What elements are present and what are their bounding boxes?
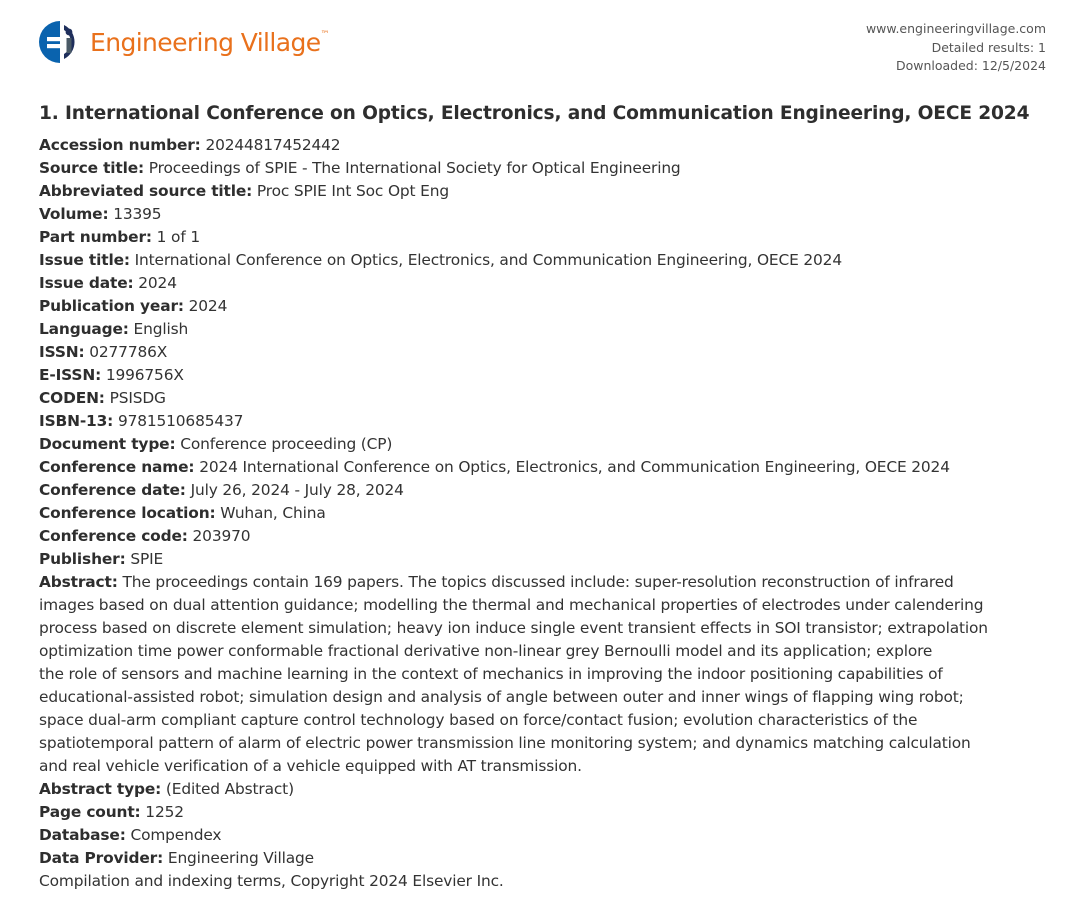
field-label: Conference location: (39, 504, 216, 522)
field-row (39, 778, 1049, 801)
field-row (39, 272, 1049, 295)
field-label: Conference name: (39, 458, 195, 476)
field-value: 20244817452442 (205, 136, 341, 154)
abstract-line: spatiotemporal pattern of alarm of electric power transmission line monitoring system; and dynamics matching calculation (39, 734, 971, 752)
field-value: 13395 (113, 205, 162, 223)
field-row (39, 341, 1049, 364)
field-row (39, 433, 1049, 456)
field-value: Wuhan, China (220, 504, 326, 522)
field-row (39, 226, 1049, 249)
field-row (39, 387, 1049, 410)
engineering-village-logo (38, 20, 330, 64)
field-row (39, 410, 1049, 433)
abstract-line: the role of sensors and machine learning in the context of mechanics in improving the indoor positioning capabilities of (39, 665, 943, 683)
abstract-line: The proceedings contain 169 papers. The topics discussed include: super-resolution reconstruction of infrared (122, 573, 954, 591)
field-value: 0277786X (89, 343, 168, 361)
field-label: Language: (39, 320, 129, 338)
field-value: (Edited Abstract) (165, 780, 294, 798)
field-value: July 26, 2024 - July 28, 2024 (190, 481, 404, 499)
abstract-line: space dual-arm compliant capture control technology based on force/contact fusion; evolution characteristics of the (39, 711, 918, 729)
field-row (39, 318, 1049, 341)
field-label: Part number: (39, 228, 152, 246)
brand-name: Engineering Village™ (90, 27, 330, 57)
field-value: Conference proceeding (CP) (180, 435, 393, 453)
field-value: English (133, 320, 189, 338)
field-value: 2024 (138, 274, 177, 292)
field-value: Engineering Village (167, 849, 314, 867)
field-label: Volume: (39, 205, 109, 223)
field-value: Compendex (130, 826, 222, 844)
engineering-village-logo-icon (38, 20, 82, 64)
field-row (39, 203, 1049, 226)
abstract-line: and real vehicle verification of a vehicle equipped with AT transmission. (39, 757, 582, 775)
field-row (39, 134, 1049, 157)
abstract-field (39, 571, 1049, 778)
detailed-results-count: Detailed results: 1 (931, 39, 1046, 55)
record-title: 1. International Conference on Optics, Electronics, and Communication Engineering, OECE 2024 (39, 103, 1030, 124)
field-value: Proc SPIE Int Soc Opt Eng (256, 182, 449, 200)
field-row (39, 479, 1049, 502)
field-label: Database: (39, 826, 126, 844)
abstract-line: optimization time power conformable fractional derivative non-linear grey Bernoulli model and its application; explore (39, 642, 933, 660)
field-value: 9781510685437 (117, 412, 244, 430)
field-label: Issue date: (39, 274, 134, 292)
field-label: Document type: (39, 435, 176, 453)
field-value: 203970 (192, 527, 251, 545)
field-value: 1 of 1 (156, 228, 200, 246)
field-row (39, 249, 1049, 272)
field-row (39, 801, 1049, 824)
abstract-label: Abstract: (39, 573, 118, 591)
field-row (39, 456, 1049, 479)
field-label: Data Provider: (39, 849, 164, 867)
field-value: 2024 (188, 297, 228, 315)
field-label: ISSN: (39, 343, 85, 361)
field-row (39, 295, 1049, 318)
abstract-line: educational-assisted robot; simulation design and analysis of angle between outer and inner wings of flapping wing robot; (39, 688, 964, 706)
download-date: Downloaded: 12/5/2024 (895, 58, 1046, 73)
field-value: SPIE (130, 550, 164, 568)
record-trailing-fields (39, 778, 1049, 870)
field-value: 1996756X (105, 366, 184, 384)
field-row (39, 364, 1049, 387)
field-row (39, 157, 1049, 180)
field-label: Abbreviated source title: (39, 182, 253, 200)
record-fields (39, 134, 1049, 571)
field-value: PSISDG (109, 389, 166, 407)
field-label: Source title: (39, 159, 145, 177)
field-value: International Conference on Optics, Electronics, and Communication Engineering, OECE 2024 (134, 251, 842, 269)
field-value: 2024 International Conference on Optics, Electronics, and Communication Engineering, OECE 2024 (199, 458, 950, 476)
field-label: E-ISSN: (39, 366, 102, 384)
field-label: Publisher: (39, 550, 126, 568)
field-value: Proceedings of SPIE - The International Society for Optical Engineering (148, 159, 681, 177)
field-label: Abstract type: (39, 780, 162, 798)
field-label: ISBN-13: (39, 412, 114, 430)
field-row (39, 847, 1049, 870)
field-row (39, 548, 1049, 571)
field-value: 1252 (145, 803, 184, 821)
field-label: Conference code: (39, 527, 188, 545)
field-label: Conference date: (39, 481, 186, 499)
field-label: Publication year: (39, 297, 184, 315)
field-row (39, 502, 1049, 525)
download-metadata (866, 20, 1046, 76)
copyright-notice: Compilation and indexing terms, Copyright 2024 Elsevier Inc. (39, 872, 504, 890)
field-label: CODEN: (39, 389, 105, 407)
field-row (39, 180, 1049, 203)
site-url: www.engineeringvillage.com (865, 21, 1046, 36)
field-row (39, 824, 1049, 847)
record-details (39, 134, 1049, 893)
field-label: Accession number: (39, 136, 201, 154)
field-row (39, 525, 1049, 548)
abstract-text (39, 573, 988, 775)
abstract-line: process based on discrete element simulation; heavy ion induce single event transient effects in SOI transistor; extrapolation (39, 619, 988, 637)
abstract-line: images based on dual attention guidance; modelling the thermal and mechanical properties of electrodes under calendering (39, 596, 984, 614)
field-label: Issue title: (39, 251, 130, 269)
field-label: Page count: (39, 803, 141, 821)
